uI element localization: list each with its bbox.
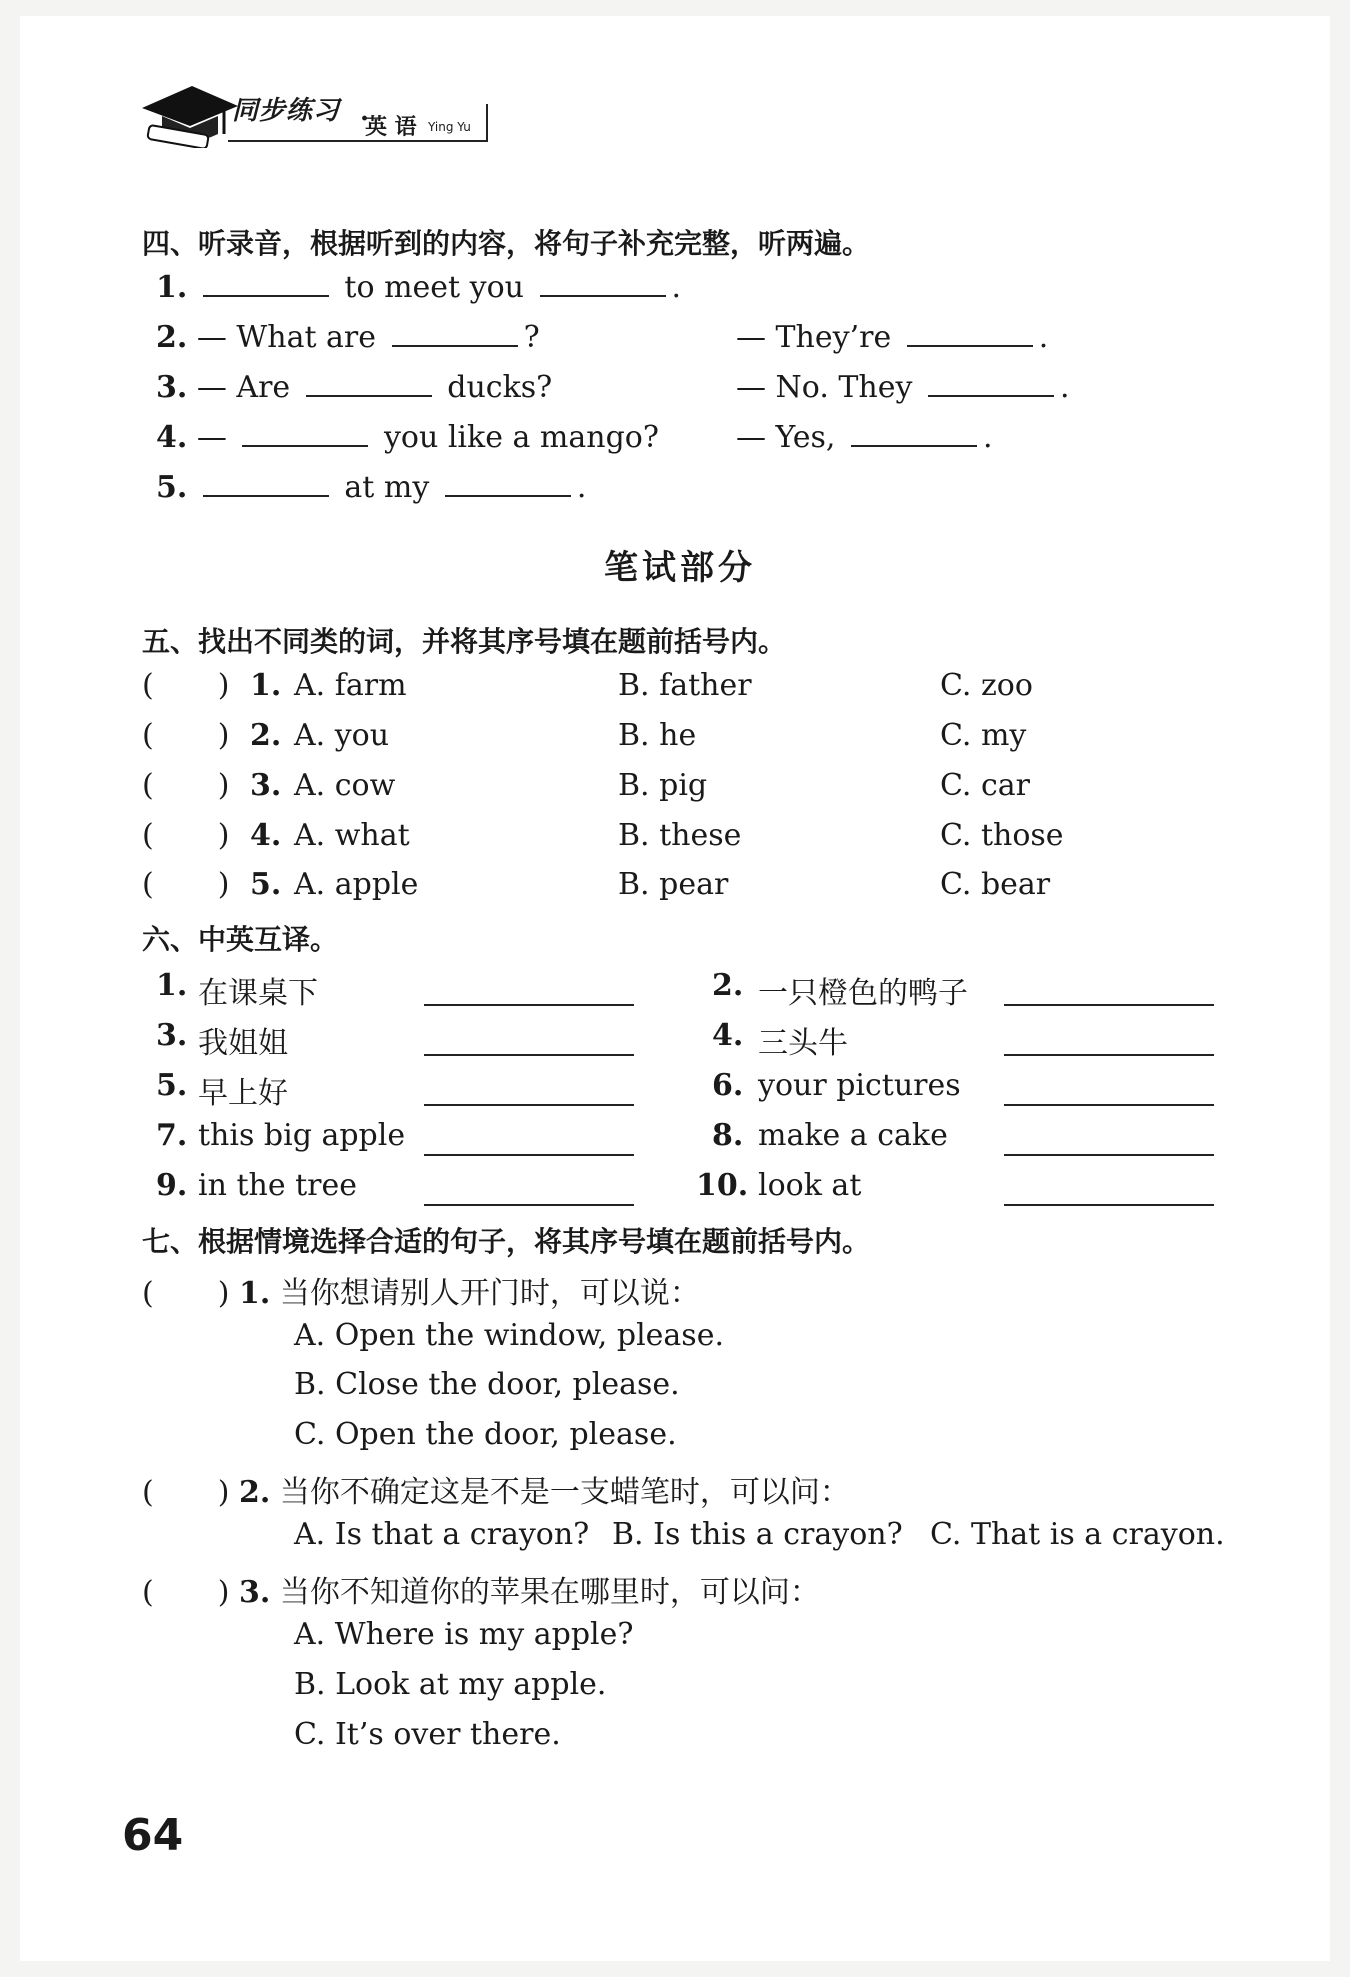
option-c: C. zoo <box>940 668 1033 703</box>
item-number: 10. <box>696 1168 749 1203</box>
punct: . <box>576 470 587 505</box>
section-6-heading: 六、中英互译。 <box>142 923 339 956</box>
blank[interactable] <box>306 373 432 397</box>
prompt-text: 三头牛 <box>758 1026 848 1061</box>
answer-line[interactable] <box>424 1204 634 1206</box>
header-dot: · <box>360 104 370 134</box>
section-7-heading: 七、根据情境选择合适的句子，将其序号填在题前括号内。 <box>142 1225 871 1258</box>
s4-item-3-answer <box>736 370 1070 405</box>
option-a: A. apple <box>294 867 419 902</box>
item-number: 4. <box>250 818 282 853</box>
option-b: B. pig <box>618 768 708 803</box>
item-number: 4. <box>712 1018 744 1053</box>
s4-item-4 <box>156 420 659 455</box>
s4-item-3-text-b: ducks? <box>447 370 553 405</box>
s7-q1-option-c: C. Open the door, please. <box>294 1417 677 1452</box>
prompt-text: your pictures <box>758 1068 961 1103</box>
blank[interactable] <box>203 473 329 497</box>
s4-item-5-number: 5. <box>156 470 188 505</box>
answer-bracket[interactable]: ( ) <box>142 818 230 853</box>
item-number: 3. <box>250 768 282 803</box>
prompt-text: this big apple <box>198 1118 406 1153</box>
option-c: C. those <box>940 818 1064 853</box>
dash: — <box>196 420 227 455</box>
item-number: 9. <box>156 1168 188 1203</box>
blank[interactable] <box>392 323 518 347</box>
answer-bracket[interactable]: ( <box>142 1276 154 1311</box>
blank[interactable] <box>928 373 1054 397</box>
answer-line[interactable] <box>1004 1204 1214 1206</box>
answer-line[interactable] <box>1004 1104 1214 1106</box>
answer-line[interactable] <box>1004 1154 1214 1156</box>
blank[interactable] <box>540 273 666 297</box>
option-b: B. pear <box>618 867 729 902</box>
s7-q1-option-b: B. Close the door, please. <box>294 1367 680 1402</box>
s4-item-3-number: 3. <box>156 370 188 405</box>
item-number: 8. <box>712 1118 744 1153</box>
option-a: A. cow <box>294 768 396 803</box>
section-5-heading: 五、找出不同类的词，并将其序号填在题前括号内。 <box>142 625 787 658</box>
answer-bracket[interactable]: ( <box>142 1475 154 1510</box>
s7-q3-option-b: B. Look at my apple. <box>294 1667 607 1702</box>
answer-bracket[interactable]: ( ) <box>142 867 230 902</box>
item-number: 2. <box>712 968 744 1003</box>
s4-item-3 <box>156 370 552 405</box>
s7-q1: ( ) 1. 当你想请别人开门时，可以说： <box>142 1276 700 1311</box>
s4-item-3-answer-text: — No. They <box>736 370 913 405</box>
answer-line[interactable] <box>1004 1054 1214 1056</box>
s7-q3-prompt: 当你不知道你的苹果在哪里时，可以问： <box>279 1575 820 1610</box>
prompt-text: in the tree <box>198 1168 358 1203</box>
option-c: C. car <box>940 768 1030 803</box>
answer-line[interactable] <box>1004 1004 1214 1006</box>
option-a: A. you <box>294 718 390 753</box>
page-number: 64 <box>122 1810 184 1861</box>
punct: . <box>671 270 682 305</box>
prompt-text: look at <box>758 1168 862 1203</box>
option-a: A. what <box>294 818 410 853</box>
s4-item-2-answer <box>736 320 1048 355</box>
prompt-text: make a cake <box>758 1118 948 1153</box>
answer-bracket[interactable]: ( ) <box>142 668 230 703</box>
item-number: 1. <box>250 668 282 703</box>
s7-q2-option-c: C. That is a crayon. <box>930 1517 1225 1552</box>
s4-item-1-number: 1. <box>156 270 188 305</box>
s4-item-5-text: at my <box>344 470 430 505</box>
answer-line[interactable] <box>424 1104 634 1106</box>
answer-line[interactable] <box>424 1054 634 1056</box>
subject-label: 英 语 <box>365 115 417 140</box>
option-b: B. he <box>618 718 697 753</box>
blank[interactable] <box>203 273 329 297</box>
item-number: 2. <box>250 718 282 753</box>
s4-item-2 <box>156 320 540 355</box>
item-number: 6. <box>712 1068 744 1103</box>
item-number: 3. <box>156 1018 188 1053</box>
s7-q2-option-b: B. Is this a crayon? <box>612 1517 903 1552</box>
s4-item-5 <box>156 470 586 505</box>
subject-pinyin: Ying Yu <box>428 120 471 134</box>
item-number: 7. <box>156 1118 188 1153</box>
s7-q1-option-a: A. Open the window, please. <box>294 1318 724 1353</box>
punct: . <box>982 420 993 455</box>
s4-item-2-number: 2. <box>156 320 188 355</box>
answer-bracket[interactable]: ( ) <box>142 768 230 803</box>
s4-item-1-text: to meet you <box>344 270 524 305</box>
header-underline <box>228 140 488 142</box>
answer-bracket[interactable]: ( ) <box>142 718 230 753</box>
section-4-heading: 四、听录音，根据听到的内容，将句子补充完整，听两遍。 <box>142 227 871 260</box>
punct: . <box>1038 320 1049 355</box>
s7-q3-number: 3. <box>238 1575 271 1610</box>
option-c: C. my <box>940 718 1027 753</box>
blank[interactable] <box>445 473 571 497</box>
s4-item-4-answer-text: — Yes, <box>736 420 836 455</box>
s4-item-1 <box>156 270 681 305</box>
header-box-edge <box>486 104 488 142</box>
s7-q2-prompt: 当你不确定这是不是一支蜡笔时，可以问： <box>279 1475 850 1510</box>
s7-q1-number: 1. <box>238 1276 271 1311</box>
item-number: 5. <box>156 1068 188 1103</box>
written-part-title: 笔试部分 <box>604 548 756 588</box>
item-number: 1. <box>156 968 188 1003</box>
s7-q3: ( ) 3. 当你不知道你的苹果在哪里时，可以问： <box>142 1575 820 1610</box>
s4-item-2-question: — What are <box>196 320 377 355</box>
answer-line[interactable] <box>424 1154 634 1156</box>
blank[interactable] <box>851 423 977 447</box>
prompt-text: 早上好 <box>198 1076 288 1111</box>
answer-line[interactable] <box>424 1004 634 1006</box>
prompt-text: 我姐姐 <box>198 1026 288 1061</box>
blank[interactable] <box>907 323 1033 347</box>
book-series-title: 同步练习 <box>232 96 341 126</box>
s4-item-3-text-a: — Are <box>196 370 291 405</box>
blank[interactable] <box>242 423 368 447</box>
prompt-text: 一只橙色的鸭子 <box>758 976 968 1011</box>
option-b: B. father <box>618 668 752 703</box>
s7-q2-number: 2. <box>238 1475 271 1510</box>
s4-item-4-text: you like a mango? <box>383 420 659 455</box>
s7-q3-option-a: A. Where is my apple? <box>294 1617 634 1652</box>
option-b: B. these <box>618 818 742 853</box>
punct: . <box>1059 370 1070 405</box>
s7-q1-prompt: 当你想请别人开门时，可以说： <box>279 1276 700 1311</box>
graduation-cap-icon <box>140 78 240 148</box>
s7-q3-option-c: C. It’s over there. <box>294 1717 561 1752</box>
s4-item-2-answer-text: — They’re <box>736 320 892 355</box>
answer-bracket[interactable]: ( <box>142 1575 154 1610</box>
s7-q2-option-a: A. Is that a crayon? <box>294 1517 590 1552</box>
option-c: C. bear <box>940 867 1051 902</box>
punct: ? <box>523 320 540 355</box>
s7-q2: ( ) 2. 当你不确定这是不是一支蜡笔时，可以问： <box>142 1475 850 1510</box>
s4-item-4-number: 4. <box>156 420 188 455</box>
option-a: A. farm <box>294 668 407 703</box>
prompt-text: 在课桌下 <box>198 976 318 1011</box>
s4-item-4-answer <box>736 420 993 455</box>
item-number: 5. <box>250 867 282 902</box>
